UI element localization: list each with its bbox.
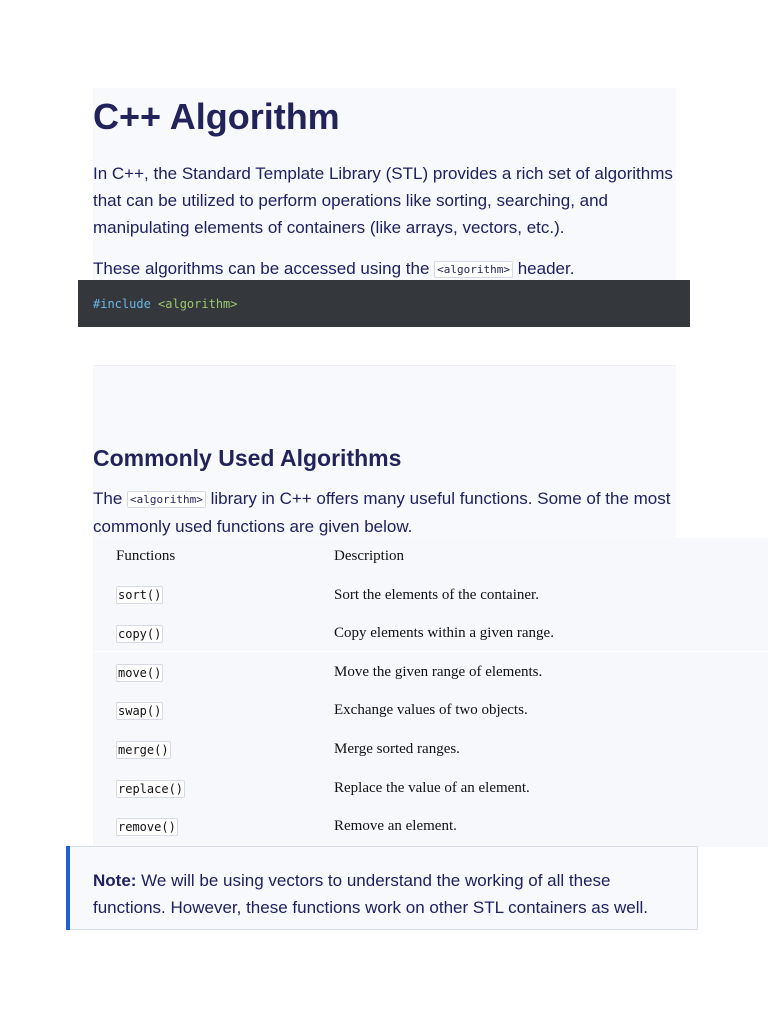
intro-paragraph: In C++, the Standard Template Library (STL) provides a rich set of algorithms that can be utilized to perform operations like sorting, searching, and manipulating elements of containers (like arrays, vectors, etc.).: [93, 164, 673, 237]
section-paragraph-text: The: [93, 489, 128, 508]
table-cell-description: Move the given range of elements.: [334, 664, 543, 680]
table-cell-function: move(): [118, 666, 162, 680]
code-line: [93, 297, 238, 311]
table-cell-description: Copy elements within a given range.: [334, 625, 554, 641]
table-cell-description: Merge sorted ranges.: [334, 741, 460, 757]
table-cell-description: Exchange values of two objects.: [334, 702, 528, 718]
code-block[interactable]: [78, 280, 690, 327]
table-header-functions: Functions: [116, 548, 176, 564]
table-cell-function: swap(): [118, 704, 162, 718]
table-cell-description: Remove an element.: [334, 818, 457, 834]
section-paragraph: [93, 485, 673, 540]
table-cell-function: copy(): [118, 627, 162, 641]
table-cell-function: remove(): [118, 820, 176, 834]
table-cell-description: Replace the value of an element.: [334, 780, 530, 796]
inline-code-algorithm-2: <algorithm>: [127, 491, 206, 508]
table-header-description: Description: [334, 548, 404, 564]
code-space: [151, 297, 158, 311]
section-heading: Commonly Used Algorithms: [93, 445, 402, 471]
inline-code-algorithm: <algorithm>: [434, 261, 513, 278]
table-cell-function: merge(): [118, 743, 169, 757]
header-paragraph-tail: header.: [513, 259, 575, 278]
table-background: [93, 538, 768, 847]
header-paragraph-text: These algorithms can be accessed using the: [93, 259, 435, 278]
note-accent-bar: [66, 846, 70, 930]
section-paragraph-tail: library in C++ offers many useful functions. Some of the most commonly used functions are given below.: [93, 489, 671, 536]
code-keyword: #include: [93, 297, 151, 311]
table-cell-description: Sort the elements of the container.: [334, 587, 539, 603]
table-cell-function: sort(): [118, 588, 162, 602]
code-header: <algorithm>: [158, 297, 238, 311]
note-callout: [66, 846, 698, 930]
note-text: [93, 867, 683, 921]
note-body: We will be using vectors to understand the working of all these functions. However, these functions work on other STL containers as well.: [93, 871, 648, 917]
table-cell-function: replace(): [118, 782, 184, 796]
header-paragraph: [93, 255, 683, 283]
page-title: C++ Algorithm: [93, 96, 340, 137]
note-label: Note:: [93, 871, 137, 890]
